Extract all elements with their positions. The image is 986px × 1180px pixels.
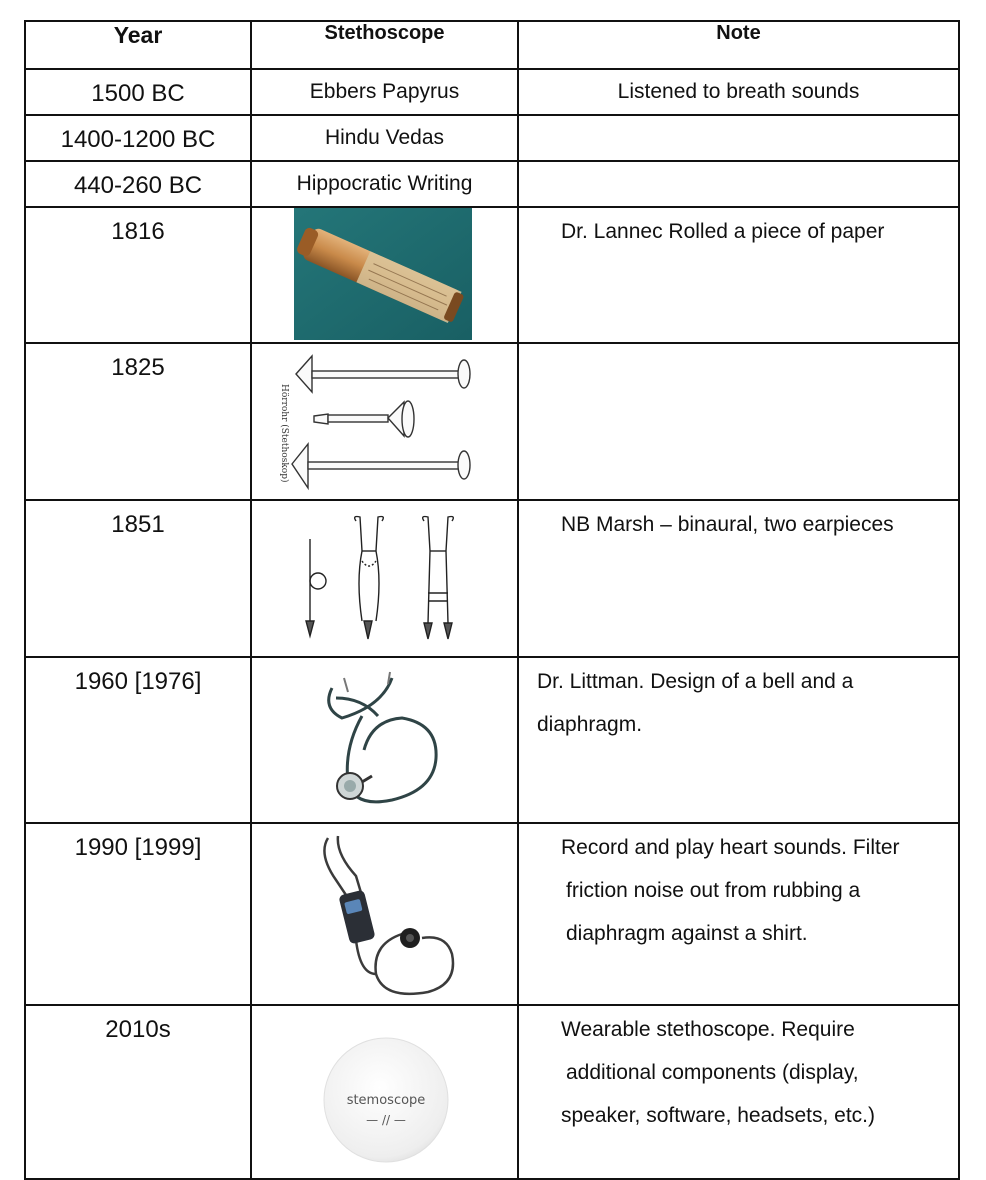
year-cell: 1851	[25, 500, 251, 657]
stethoscope-image-cell	[251, 207, 518, 343]
note-cell	[518, 1005, 959, 1179]
header-year: Year	[25, 21, 251, 69]
note-line: friction noise out from rubbing a	[566, 879, 861, 902]
year-cell: 1816	[25, 207, 251, 343]
stethoscope-image-cell	[251, 1005, 518, 1179]
header-row	[25, 21, 959, 69]
note-cell: NB Marsh – binaural, two earpieces	[518, 500, 959, 657]
note-cell: Dr. Lannec Rolled a piece of paper	[518, 207, 959, 343]
table-row	[25, 1005, 959, 1179]
stethoscope-image-cell	[251, 500, 518, 657]
note-line: Wearable stethoscope. Require	[561, 1018, 855, 1041]
wearable-stethoscope-photo	[252, 1006, 519, 1178]
note-line: additional components (display,	[566, 1061, 859, 1084]
table-row	[25, 343, 959, 500]
header-note: Note	[518, 21, 959, 69]
svg-text:Hörrohr (Stethoskop): Hörrohr (Stethoskop)	[279, 384, 289, 483]
stethoscope-history-table	[24, 20, 960, 1180]
monaural-horn-stethoscopes-drawing	[252, 344, 519, 499]
stethoscope-cell: Hindu Vedas	[251, 115, 518, 161]
table-row	[25, 161, 959, 207]
note-cell	[518, 115, 959, 161]
stethoscope-image-cell	[251, 343, 518, 500]
year-cell: 1825	[25, 343, 251, 500]
note-cell	[518, 823, 959, 1005]
note-cell	[518, 343, 959, 500]
note-cell	[518, 161, 959, 207]
year-cell: 1400-1200 BC	[25, 115, 251, 161]
stethoscope-cell: Ebbers Papyrus	[251, 69, 518, 115]
note-line: Dr. Littman. Design of a bell and a	[537, 670, 854, 693]
year-cell: 1500 BC	[25, 69, 251, 115]
stethoscope-cell: Hippocratic Writing	[251, 161, 518, 207]
table-row	[25, 69, 959, 115]
year-cell: 1960 [1976]	[25, 657, 251, 823]
device-brand-text: stemoscope	[346, 1093, 426, 1108]
year-cell: 440-260 BC	[25, 161, 251, 207]
electronic-stethoscope-photo	[252, 824, 519, 1004]
wooden-rolled-stethoscope-photo	[252, 208, 519, 342]
stethoscope-image-cell	[251, 657, 518, 823]
note-line: diaphragm against a shirt.	[566, 922, 808, 945]
stethoscope-image-cell	[251, 823, 518, 1005]
table-row	[25, 115, 959, 161]
table-row	[25, 823, 959, 1005]
table-row	[25, 500, 959, 657]
note-cell: Listened to breath sounds	[518, 69, 959, 115]
table-row	[25, 657, 959, 823]
device-mark-text: — // —	[366, 1113, 406, 1127]
year-cell: 2010s	[25, 1005, 251, 1179]
header-stethoscope: Stethoscope	[251, 21, 518, 69]
note-line: Record and play heart sounds. Filter	[561, 836, 900, 859]
year-cell: 1990 [1999]	[25, 823, 251, 1005]
note-cell	[518, 657, 959, 823]
littmann-stethoscope-sketch	[252, 658, 519, 822]
note-line: speaker, software, headsets, etc.)	[561, 1104, 875, 1127]
binaural-stethoscopes-drawing	[252, 501, 519, 656]
table-row	[25, 207, 959, 343]
note-line: diaphragm.	[537, 713, 643, 736]
